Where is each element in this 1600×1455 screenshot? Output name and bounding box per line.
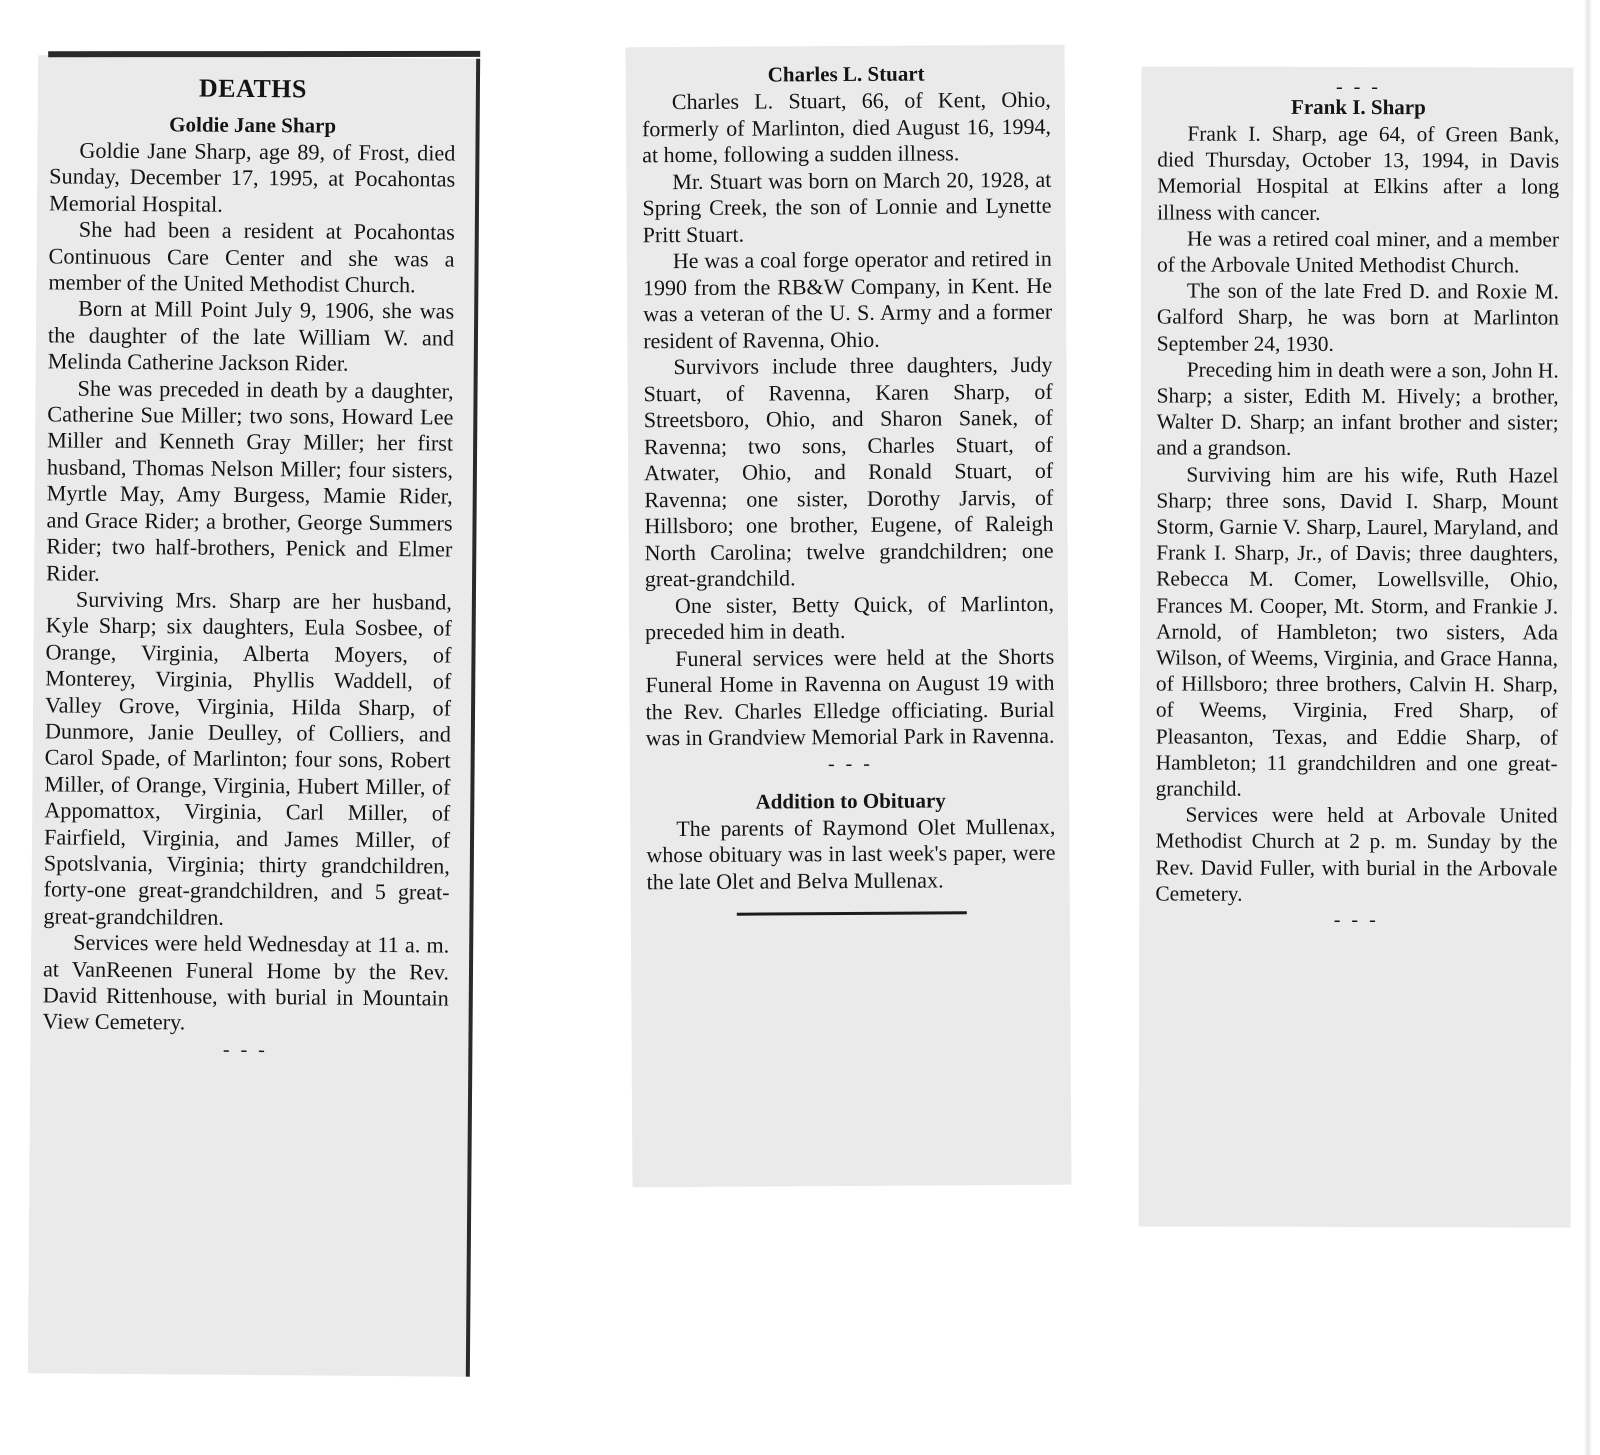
obituary-paragraph: Funeral services were held at the Shorts Funeral Home in Ravenna on August 19 with the Rev. Charles Elledge officiating. Burial was in Grandview Memorial Park in Ravenna. [645,643,1055,751]
addition-title: Addition to Obituary [755,787,946,814]
obituary-paragraph: He was a coal forge operator and retired in 1990 from the RB&W Company, in Kent. He was a veteran of the U. S. Army and a former resident of Ravenna, Ohio. [642,245,1053,353]
obituary-paragraph: One sister, Betty Quick, of Marlinton, preceded him in death. [645,590,1054,645]
clipping-frank-i-sharp [1138,66,1573,1227]
section-heading: DEATHS [198,73,308,104]
end-mark: - - - [222,1038,268,1061]
obituary-paragraph: Services were held Wednesday at 11 a. m. at VanReenen Funeral Home by the Rev. David Rittenhouse, with burial in Mountain View Cemetery. [42,929,450,1035]
obituary-paragraph: She had been a resident at Pocahontas Continuous Care Center and she was a member of the United Methodist Church. [48,216,455,298]
obituary-paragraph: Services were held at Arbovale United Methodist Church at 2 p. m. Sunday by the Rev. David Fuller, with burial in the Arbovale Cemetery. [1155,802,1558,906]
end-rule [736,911,966,915]
obituary-paragraph: Charles L. Stuart, 66, of Kent, Ohio, formerly of Marlinton, died August 16, 1994, at home, following a sudden illness. [641,86,1052,168]
obituary-paragraph: Survivors include three daughters, Judy Stuart, of Ravenna, Karen Sharp, of Streetsboro, Ohio, and Sharon Sanek, of Ravenna; two sons, Charles Stuart, of Atwater, Ohio, and Ronald Stuart, of Ravenna; one sister, Dorothy Jarvis, of Hillsboro; one brother, Eugene, of Raleigh North Carolina; twelve grandchildren; one great-grandchild. [643,351,1054,592]
top-rule [48,51,480,57]
obituary-title: Frank I. Sharp [1290,94,1426,120]
obituary-paragraph: Surviving Mrs. Sharp are her husband, Kyle Sharp; six daughters, Eula Sosbee, of Orange, Virginia, Alberta Moyers, of Monterey, Virginia, Phyllis Waddell, of Valley Grove, Virginia, Hilda Sharp, of Dunmore, Janie Deulley, of Colliers, and Carol Spade, of Marlinton; four sons, Robert Miller, of Orange, Virginia, Hubert Miller, of Appomattox, Virginia, Carl Miller, of Fairfield, Virginia, and James Miller, of Spotslvania, Virginia; thirty grandchildren, forty-one great-grandchildren, and 5 great-great-grandchildren. [43,586,452,930]
obituary-paragraph: Frank I. Sharp, age 64, of Green Bank, died Thursday, October 13, 1994, in Davis Memorial Hospital at Elkins after a long illness with cancer. [1157,121,1560,225]
obituary-paragraph: Mr. Stuart was born on March 20, 1928, at Spring Creek, the son of Lonnie and Lynette Pritt Stuart. [642,166,1052,247]
clipping-goldie-jane-sharp [28,55,480,1376]
obituary-paragraph: Born at Mill Point July 9, 1906, she was the daughter of the late William W. and Melinda Catherine Jackson Rider. [47,296,455,376]
obituary-title: Charles L. Stuart [767,61,925,87]
clipping-charles-l-stuart [626,45,1072,1188]
page-edge-shadow [1584,0,1592,1455]
obituary-paragraph: She was preceded in death by a daughter, Catherine Sue Miller; two sons, Howard Lee Miller and Kenneth Gray Miller; her first husband, Thomas Nelson Miller; four sisters, Myrtle May, Amy Burgess, Mamie Rider, and Grace Rider; a brother, George Summers Rider; two half-brothers, Penick and Elmer Rider. [46,375,454,586]
addition-paragraph: The parents of Raymond Olet Mullenax, whose obituary was in last week's paper, were the late Olet and Belva Mullenax. [646,813,1056,894]
separator: - - - [827,752,873,775]
obituary-paragraph: He was a retired coal miner, and a member of the Arbovale United Methodist Church. [1156,226,1560,278]
top-mark: - - - [1335,75,1381,99]
obituary-paragraph: Goldie Jane Sharp, age 89, of Frost, died Sunday, December 17, 1995, at Pocahontas Memorial Hospital. [48,137,456,217]
obituary-title: Goldie Jane Sharp [169,112,337,138]
obituary-paragraph: Preceding him in death were a son, John H. Sharp; a sister, Edith M. Hively; a brother, Walter D. Sharp; an infant brother and sister; and a grandson. [1156,357,1559,461]
obituary-paragraph: The son of the late Fred D. and Roxie M. Galford Sharp, he was born at Marlinton September 24, 1930. [1156,278,1559,356]
end-mark: - - - [1333,909,1379,932]
obituary-paragraph: Surviving him are his wife, Ruth Hazel Sharp; three sons, David I. Sharp, Mount Storm, Garnie V. Sharp, Laurel, Maryland, and Frank I. Sharp, Jr., of Davis; three daughters, Rebecca M. Comer, Lowellsville, Ohio, Frances M. Cooper, Mt. Storm, and Frankie J. Arnold, of Hambleton; two sisters, Ada Wilson, of Weems, Virginia, and Grace Hanna, of Hillsboro; three brothers, Calvin H. Sharp, of Weems, Virginia, Fred Sharp, of Pleasanton, Texas, and Eddie Sharp, of Hambleton; 11 grandchildren and one great-granchild. [1155,462,1559,801]
